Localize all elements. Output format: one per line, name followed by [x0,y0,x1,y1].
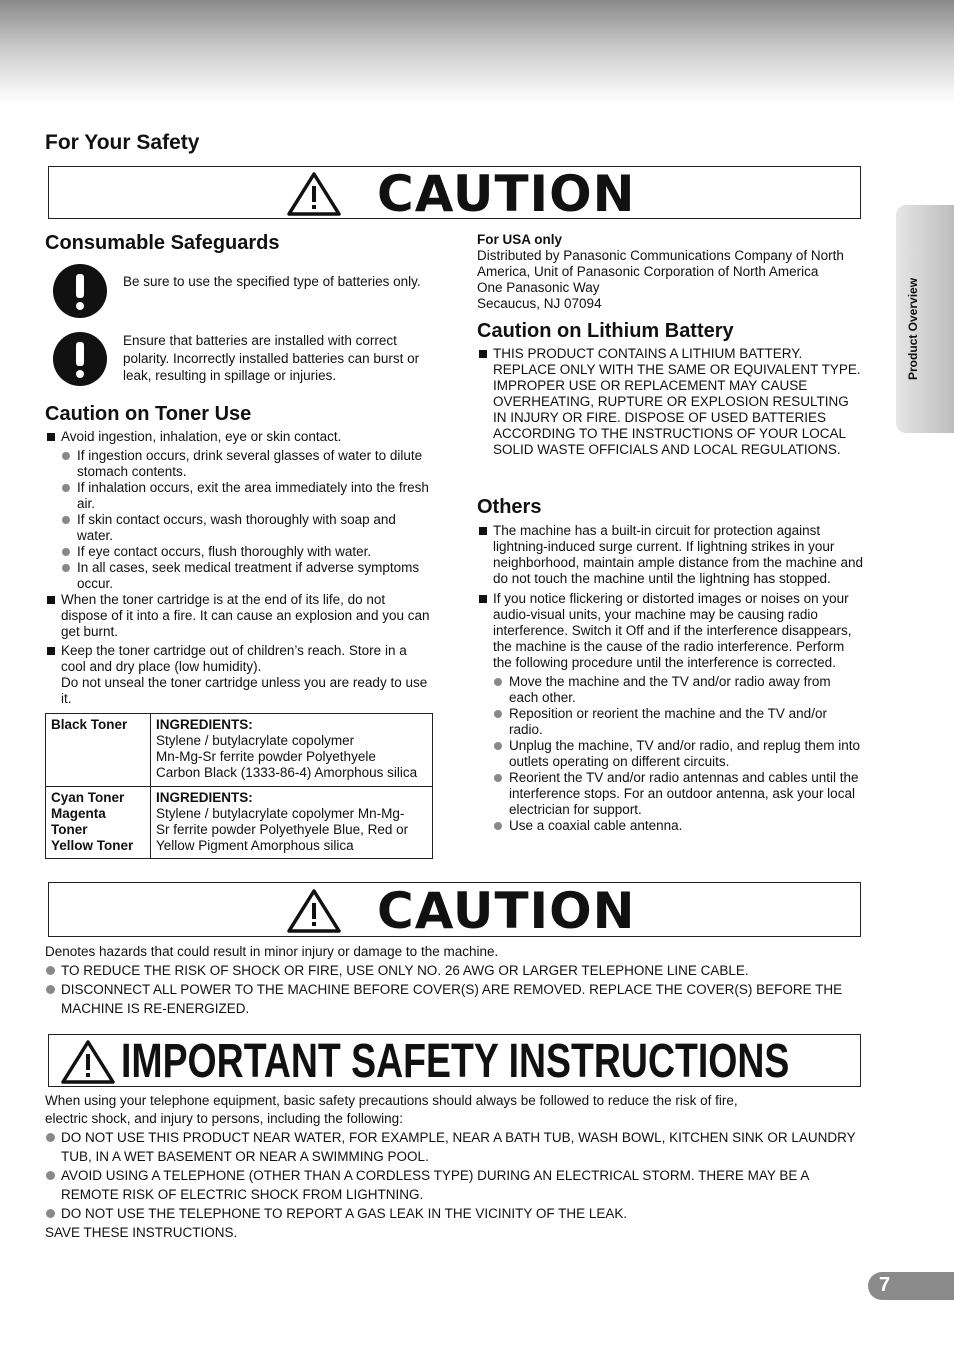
consumable-title: Consumable Safeguards [45,232,280,254]
important-item: AVOID USING A TELEPHONE (OTHER THAN A CORDLESS TYPE) DURING AN ELECTRICAL STORM. THERE MAY BE A REMOTE RISK OF ELECTRIC SHOCK FROM LIGHTNING. [45,1166,865,1204]
important-save: SAVE THESE INSTRUCTIONS. [45,1225,238,1240]
caution2-item: TO REDUCE THE RISK OF SHOCK OR FIRE, USE ONLY NO. 26 AWG OR LARGER TELEPHONE LINE CABLE. [45,961,865,980]
section-title: For Your Safety [45,131,200,154]
lithium-text: THIS PRODUCT CONTAINS A LITHIUM BATTERY. REPLACE ONLY WITH THE SAME OR EQUIVALENT TYPE. [477,346,862,378]
caution-banner [48,165,861,223]
others-item: The machine has a built-in circuit for protection against lightning-induced surge current. If lightning strikes in your neighborhood, maintain ample distance from the machine and do not touch the machine until the lightning has stopped. [477,523,863,587]
important-block [45,1092,865,1243]
caution-word: CAUTION [377,882,636,940]
usa-line: Distributed by Panasonic Communications Company of North [477,248,844,263]
exclamation-icon [53,264,107,318]
usa-line: America, Unit of Panasonic Corporation of North America [477,264,819,279]
consumable-item: Ensure that batteries are installed with correct polarity. Incorrectly installed batteries can burst or leak, resulting in spillage or injuries. [123,333,420,383]
side-tab-label: Product Overview [906,277,920,380]
toner-title: Caution on Toner Use [45,403,252,425]
others-subitem: Reposition or reorient the machine and the TV and/or radio. [477,706,863,738]
important-item: DO NOT USE THIS PRODUCT NEAR WATER, FOR EXAMPLE, NEAR A BATH TUB, WASH BOWL, KITCHEN SINK OR LAUNDRY TUB, IN A WET BASEMENT OR NEAR A SWIMMING POOL. [45,1128,865,1166]
lithium-text: IMPROPER USE OR REPLACEMENT MAY CAUSE OVERHEATING, RUPTURE OR EXPLOSION RESULTING IN INJURY OR FIRE. DISPOSE OF USED BATTERIES ACCORDING TO THE INSTRUCTIONS OF YOUR LOCAL SOLID WASTE OFFICIALS AND LOCAL REGULATIONS. [493,378,849,457]
toner-list [45,429,432,707]
toner-item: Avoid ingestion, inhalation, eye or skin contact. [45,429,432,445]
others-list [477,523,863,834]
lithium-title: Caution on Lithium Battery [477,320,734,342]
important-intro: When using your telephone equipment, basic safety precautions should always be followed to reduce the risk of fire, [45,1093,738,1108]
exclamation-icon [53,332,107,386]
toner-subitem: In all cases, seek medical treatment if adverse symptoms occur. [45,560,432,592]
usa-line: Secaucus, NJ 07094 [477,296,602,311]
table-row [46,787,433,859]
caution-word: CAUTION [377,165,636,223]
caution2-block [45,942,865,1018]
others-item: If you notice flickering or distorted images or noises on your audio-visual units, your machine may be causing radio interference. Switch it Off and if the interference disappears, the machine is the cause of the radio interference. Perform the following procedure until the interference is corrected. [477,591,863,671]
table-row [46,714,433,787]
warning-triangle-icon [60,1039,116,1085]
important-item: DO NOT USE THE TELEPHONE TO REPORT A GAS LEAK IN THE VICINITY OF THE LEAK. [45,1204,865,1223]
others-subitem: Use a coaxial cable antenna. [477,818,863,834]
others-title: Others [477,496,542,518]
caution2-item: DISCONNECT ALL POWER TO THE MACHINE BEFORE COVER(S) ARE REMOVED. REPLACE THE COVER(S) BEFORE THE MACHINE IS RE-ENERGIZED. [45,980,865,1018]
others-subitem: Reorient the TV and/or radio antennas and cables until the interference stops. For an outdoor antenna, ask your local electrician for support. [477,770,863,818]
table-cell: INGREDIENTS: Stylene / butylacrylate copolymer Mn-Mg-Sr ferrite powder Polyethyele Carbon Black (1333-86-4) Amorphous silica [151,714,433,787]
table-cell: Cyan Toner Magenta Toner Yellow Toner [46,787,151,859]
important-title: IMPORTANT SAFETY INSTRUCTIONS [121,1035,790,1088]
toner-ingredients-table [45,713,433,859]
side-tab[interactable] [896,205,954,433]
caution-banner-2 [48,882,861,940]
toner-subitem: If eye contact occurs, flush thoroughly with water. [45,544,432,560]
page-number-tab [868,1272,954,1300]
lithium-block [477,346,862,458]
toner-item: Keep the toner cartridge out of children’s reach. Store in a cool and dry place (low humidity). [45,643,432,675]
warning-triangle-icon [286,171,342,217]
others-subitem: Move the machine and the TV and/or radio away from each other. [477,674,863,706]
important-intro: electric shock, and injury to persons, including the following: [45,1111,403,1126]
usa-block [477,232,867,312]
header-gradient-band [0,0,954,105]
toner-subitem: If ingestion occurs, drink several glasses of water to dilute stomach contents. [45,448,432,480]
usa-line: One Panasonic Way [477,280,600,295]
toner-subitem: If skin contact occurs, wash thoroughly with soap and water. [45,512,432,544]
caution2-intro: Denotes hazards that could result in minor injury or damage to the machine. [45,944,499,959]
table-cell: Black Toner [46,714,151,787]
page-number: 7 [879,1274,891,1296]
toner-item-note: Do not unseal the toner cartridge unless you are ready to use it. [61,675,428,706]
toner-subitem: If inhalation occurs, exit the area immediately into the fresh air. [45,480,432,512]
toner-item: When the toner cartridge is at the end of its life, do not dispose of it into a fire. It can cause an explosion and you can get burnt. [45,592,432,640]
usa-title: For USA only [477,232,563,247]
consumable-item: Be sure to use the specified type of batteries only. [123,274,421,289]
table-cell: INGREDIENTS: Stylene / butylacrylate copolymer Mn-Mg- Sr ferrite powder Polyethyele Blue, Red or Yellow Pigment Amorphous silica [151,787,433,859]
important-banner [48,1034,861,1087]
others-subitem: Unplug the machine, TV and/or radio, and replug them into outlets operating on different circuits. [477,738,863,770]
warning-triangle-icon [286,888,342,934]
